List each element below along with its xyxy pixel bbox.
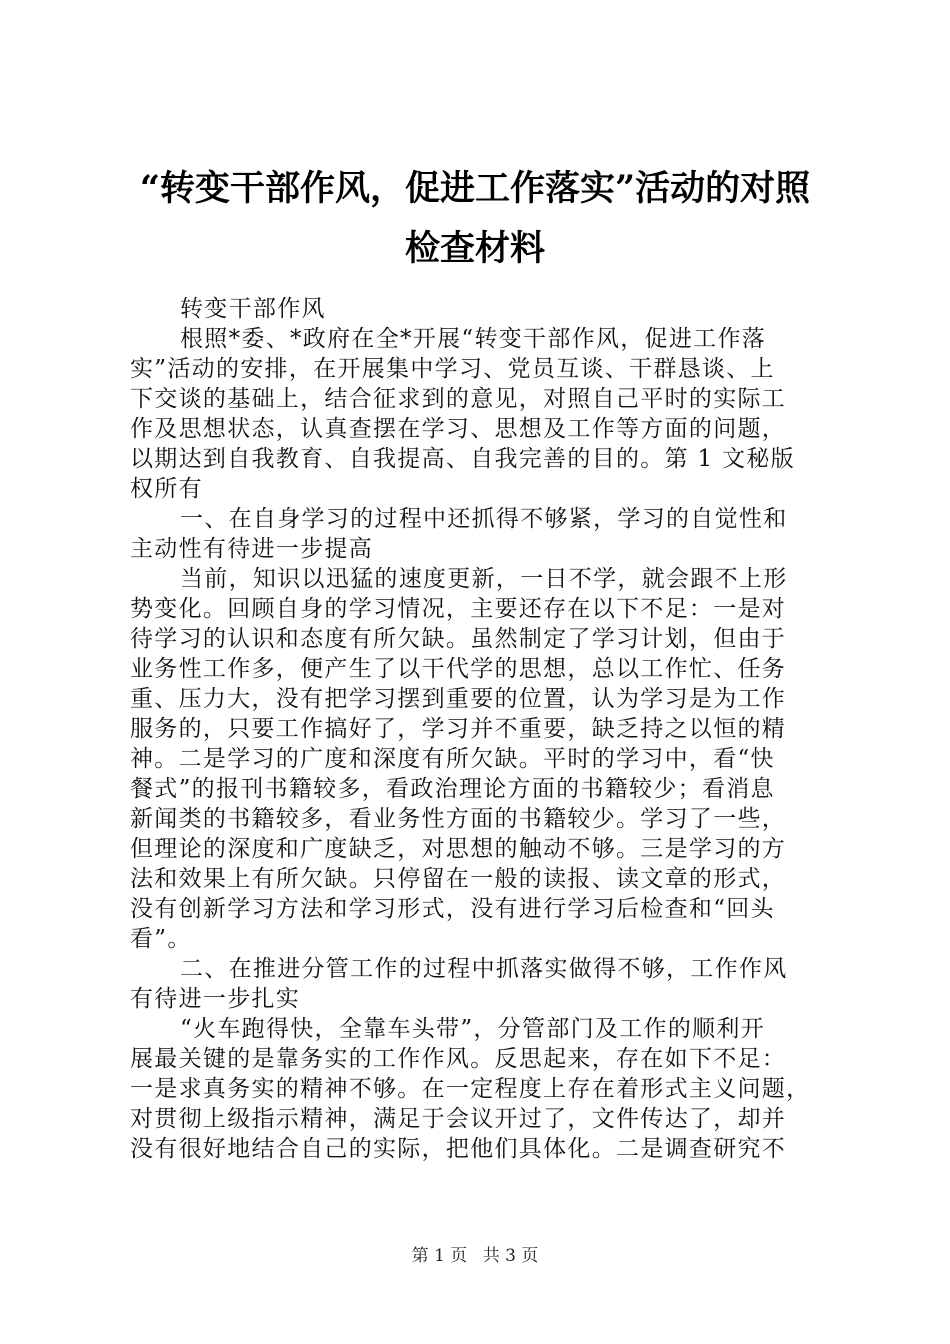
text-line: 没有很好地结合自己的实际，把他们具体化。二是调查研究不 xyxy=(130,1136,787,1162)
text-line: 势变化。回顾自身的学习情况，主要还存在以下不足：一是对 xyxy=(130,596,787,622)
text-line: 一是求真务实的精神不够。在一定程度上存在着形式主义问题， xyxy=(130,1076,811,1102)
text-line: 下交谈的基础上，结合征求到的意见，对照自己平时的实际工 xyxy=(130,386,787,412)
text-line: 餐式”的报刊书籍较多，看政治理论方面的书籍较少；看消息 xyxy=(130,776,775,802)
text-line: 对贯彻上级指示精神，满足于会议开过了，文件传达了，却并 xyxy=(130,1106,787,1132)
document-title-line-2: 检查材料 xyxy=(404,228,545,269)
text-line: 当前，知识以迅猛的速度更新，一日不学，就会跟不上形 xyxy=(180,566,788,592)
text-line: 一、在自身学习的过程中还抓得不够紧，学习的自觉性和 xyxy=(180,506,788,532)
text-line: 法和效果上有所欠缺。只停留在一般的读报、读文章的形式， xyxy=(130,866,787,892)
text-line: “火车跑得快，全靠车头带”，分管部门及工作的顺利开 xyxy=(180,1016,766,1042)
page-number: 第 1 页 xyxy=(411,1246,468,1266)
page-footer xyxy=(0,1241,950,1266)
text-line: 转变干部作风 xyxy=(180,296,326,322)
text-line: 二、在推进分管工作的过程中抓落实做得不够，工作作风 xyxy=(180,956,788,982)
page-total: 共 3 页 xyxy=(482,1246,539,1266)
text-line: 主动性有待进一步提高 xyxy=(130,536,373,562)
text-line: 新闻类的书籍较多，看业务性方面的书籍较少。学习了一些， xyxy=(130,806,787,832)
text-line: 权所有 xyxy=(130,476,203,502)
text-line: 看”。 xyxy=(130,926,192,952)
text-line: 以期达到自我教育、自我提高、自我完善的目的。第 1 文秘版 xyxy=(130,446,795,472)
text-line: 待学习的认识和态度有所欠缺。虽然制定了学习计划，但由于 xyxy=(130,626,787,652)
text-line: 神。二是学习的广度和深度有所欠缺。平时的学习中，看“快 xyxy=(130,746,775,772)
text-line: 没有创新学习方法和学习形式，没有进行学习后检查和“回头 xyxy=(130,896,775,922)
text-line: 作及思想状态，认真查摆在学习、思想及工作等方面的问题， xyxy=(130,416,787,442)
text-line: 服务的，只要工作搞好了，学习并不重要，缺乏持之以恒的精 xyxy=(130,716,787,742)
text-line: 根照*委、*政府在全*开展“转变干部作风，促进工作落 xyxy=(180,326,767,352)
document-title-line-1: “转变干部作风，促进工作落实”活动的对照 xyxy=(139,168,811,209)
text-line: 重、压力大，没有把学习摆到重要的位置，认为学习是为工作 xyxy=(130,686,787,712)
text-line: 展最关键的是靠务实的工作作风。反思起来，存在如下不足： xyxy=(130,1046,787,1072)
text-line: 业务性工作多，便产生了以干代学的思想，总以工作忙、任务 xyxy=(130,656,787,682)
text-line: 实”活动的安排，在开展集中学习、党员互谈、干群恳谈、上 xyxy=(130,356,775,382)
text-line: 有待进一步扎实 xyxy=(130,986,301,1012)
document-body xyxy=(130,294,830,1164)
text-line: 但理论的深度和广度缺乏，对思想的触动不够。三是学习的方 xyxy=(130,836,787,862)
